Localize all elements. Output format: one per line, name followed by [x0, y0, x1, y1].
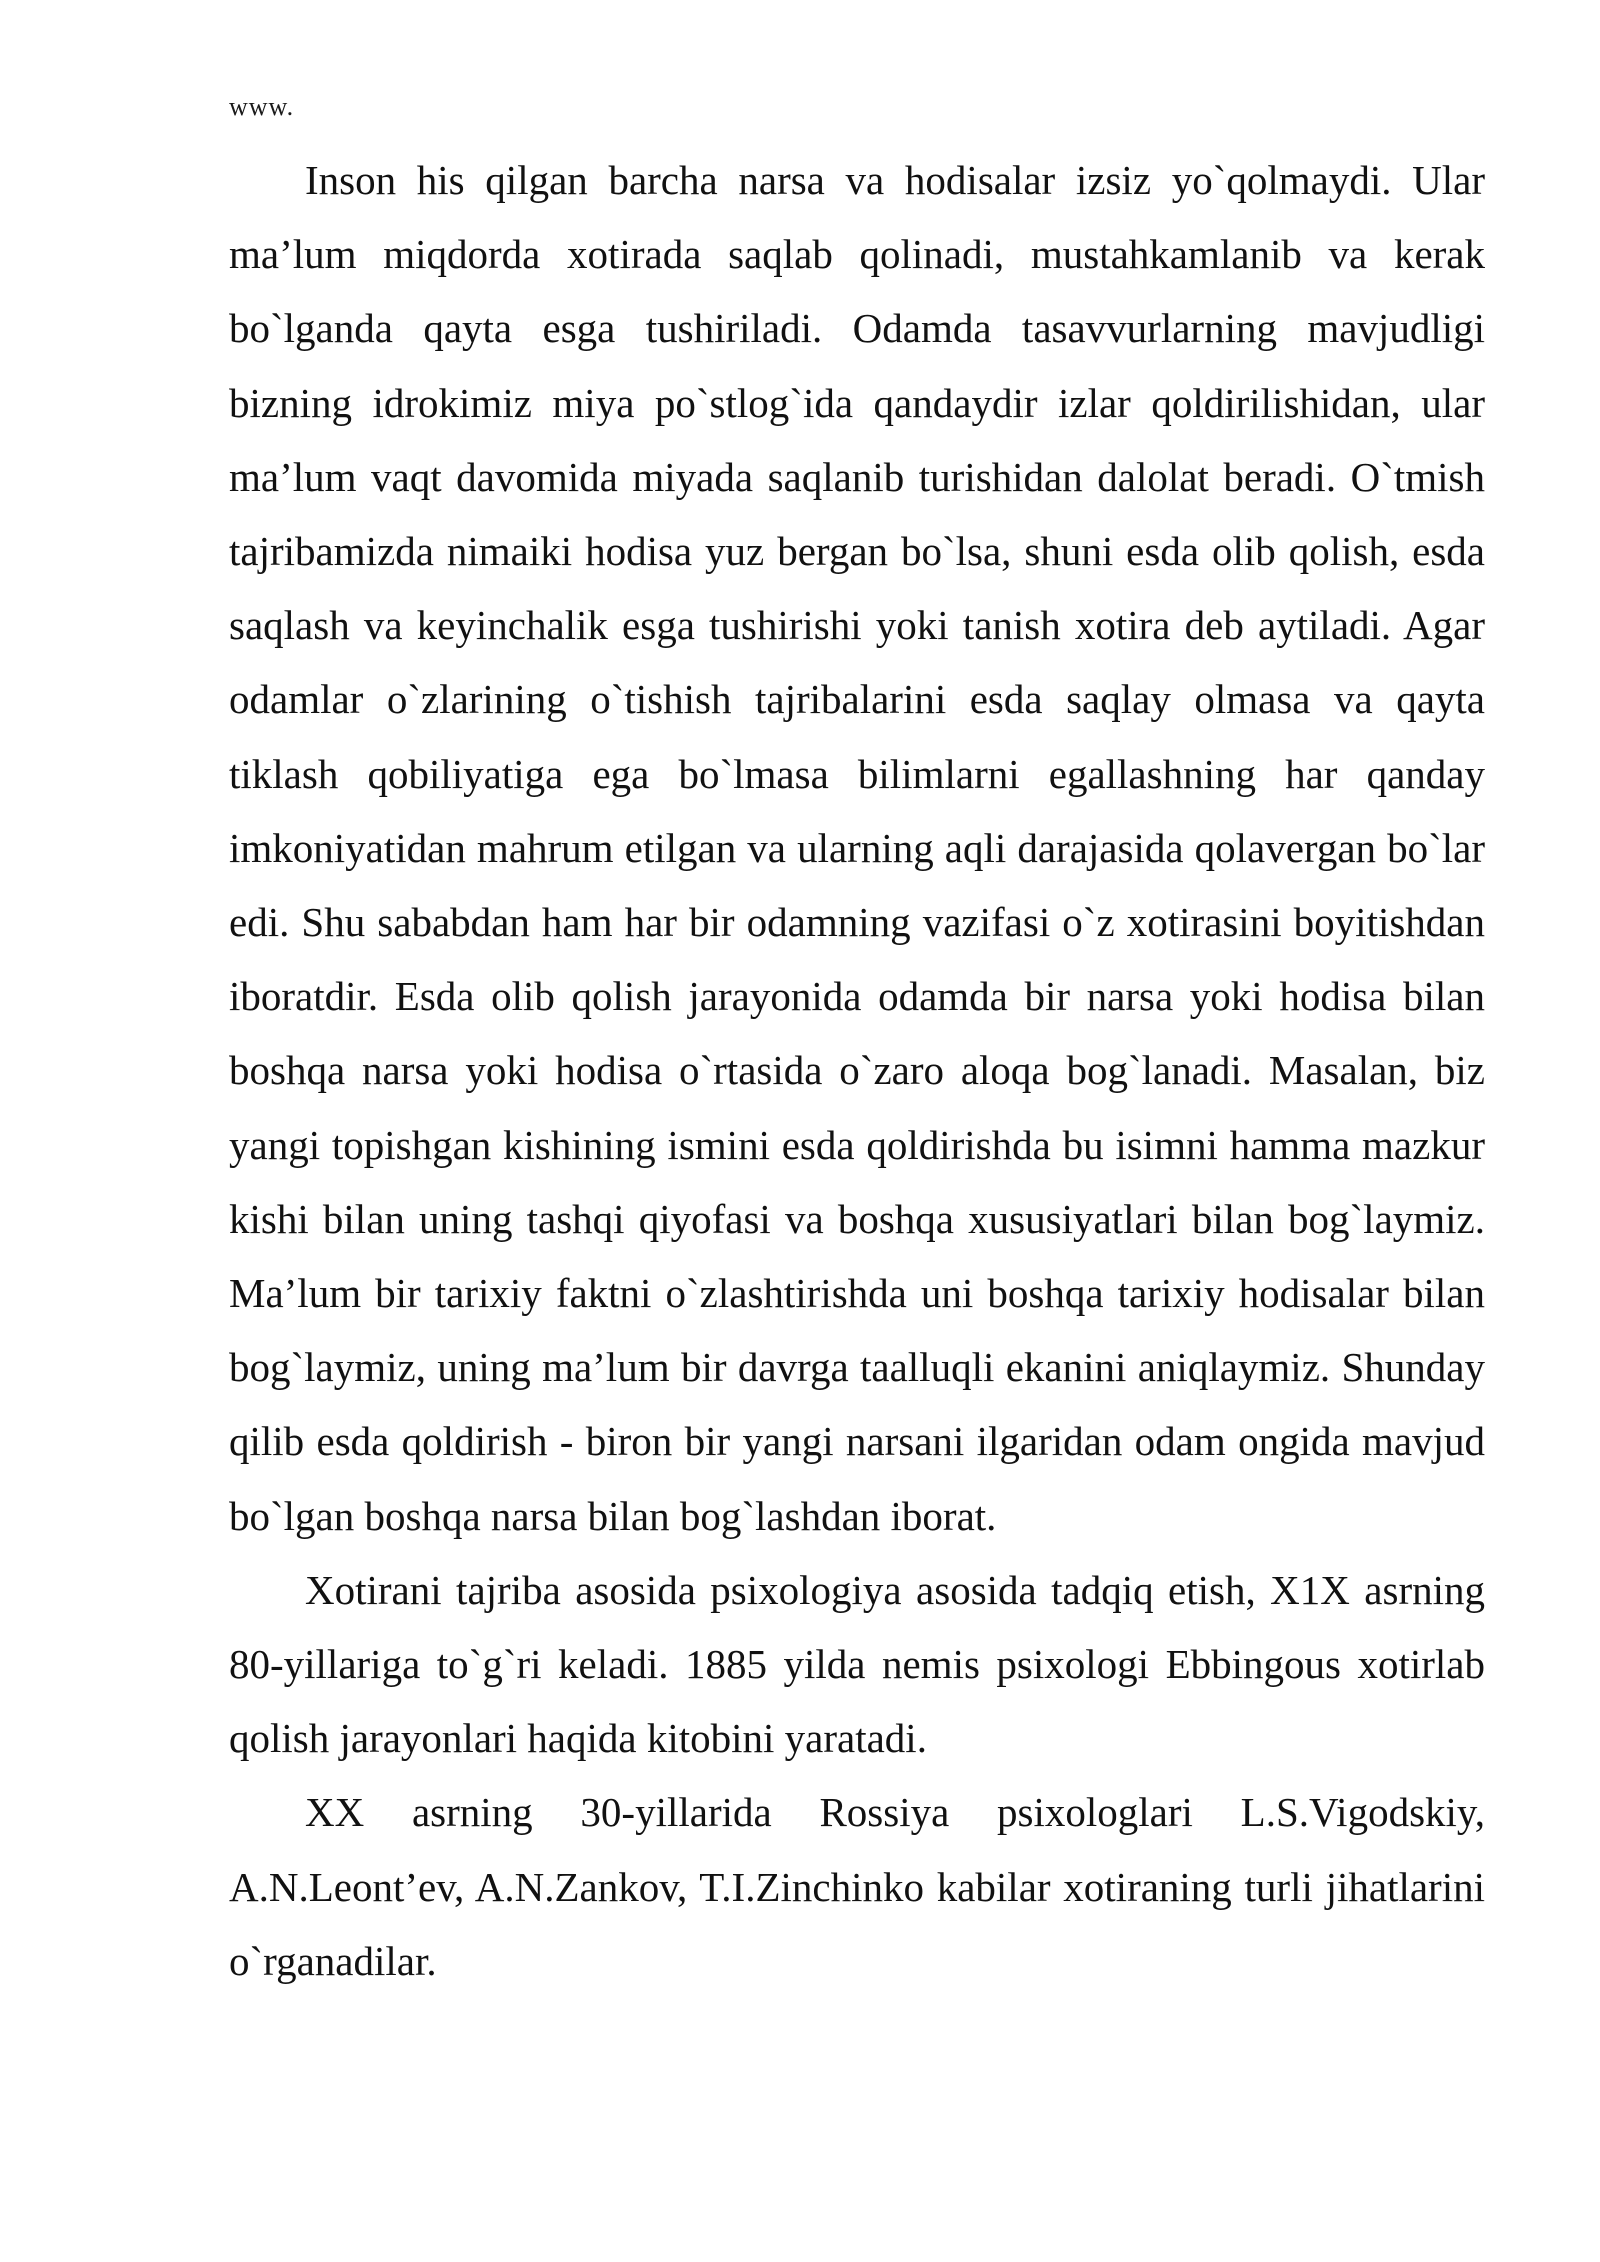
paragraph-2: Xotirani tajriba asosida psixologiya asosida tadqiq etish, X1X asrning 80-yillariga to`g`ri keladi. 1885 yilda nemis psixologi Ebbingous xotirlab qolish jarayonlari haqida kitobini yaratadi.: [229, 1566, 1485, 1762]
page-header: www.: [229, 92, 295, 121]
paragraph-1: Inson his qilgan barcha narsa va hodisalar izsiz yo`qolmaydi. Ular ma’lum miqdorda xotirada saqlab qolinadi, mustahkamlanib va kerak bo`lganda qayta esga tushiriladi. Odamda tasavvurlarning mavjudligi bizning idrokimiz miya po`stlog`ida qandaydir izlar qoldirilishidan, ular ma’lum vaqt davomida miyada saqlanib turishidan dalolat beradi. O`tmish tajribamizda nimaiki hodisa yuz bergan bo`lsa, shuni esda olib qolish, esda saqlash va keyinchalik esga tushirishi yoki tanish xotira deb aytiladi. Agar odamlar o`zlarining o`tishish tajribalarini esda saqlay olmasa va qayta tiklash qobiliyatiga ega bo`lmasa bilimlarni egallashning har qanday imkoniyatidan mahrum etilgan va ularning aqli darajasida qolavergan bo`lar edi. Shu sababdan ham har bir odamning vazifasi o`z xotirasini boyitishdan iboratdir. Esda olib qolish jarayonida odamda bir narsa yoki hodisa bilan boshqa narsa yoki hodisa o`rtasida o`zaro aloqa bog`lanadi. Masalan, biz yangi topishgan kishining ismini esda qoldirishda bu isimni hamma mazkur kishi bilan uning tashqi qiyofasi va boshqa xususiyatlari bilan bog`laymiz. Ma’lum bir tarixiy faktni o`zlashtirishda uni boshqa tarixiy hodisalar bilan bog`laymiz, uning ma’lum bir davrga taalluqli ekanini aniqlaymiz. Shunday qilib esda qoldirish - biron bir yangi narsani ilgaridan odam ongida mavjud bo`lgan boshqa narsa bilan bog`lashdan iborat.: [229, 157, 1485, 1539]
paragraph-3: XX asrning 30-yillarida Rossiya psixologlari L.S.Vigodskiy, A.N.Leont’ev, A.N.Zankov, T.I.Zinchinko kabilar xotiraning turli jihatlarini o`rganadilar.: [229, 1789, 1485, 1984]
document-body: [229, 143, 1485, 1998]
